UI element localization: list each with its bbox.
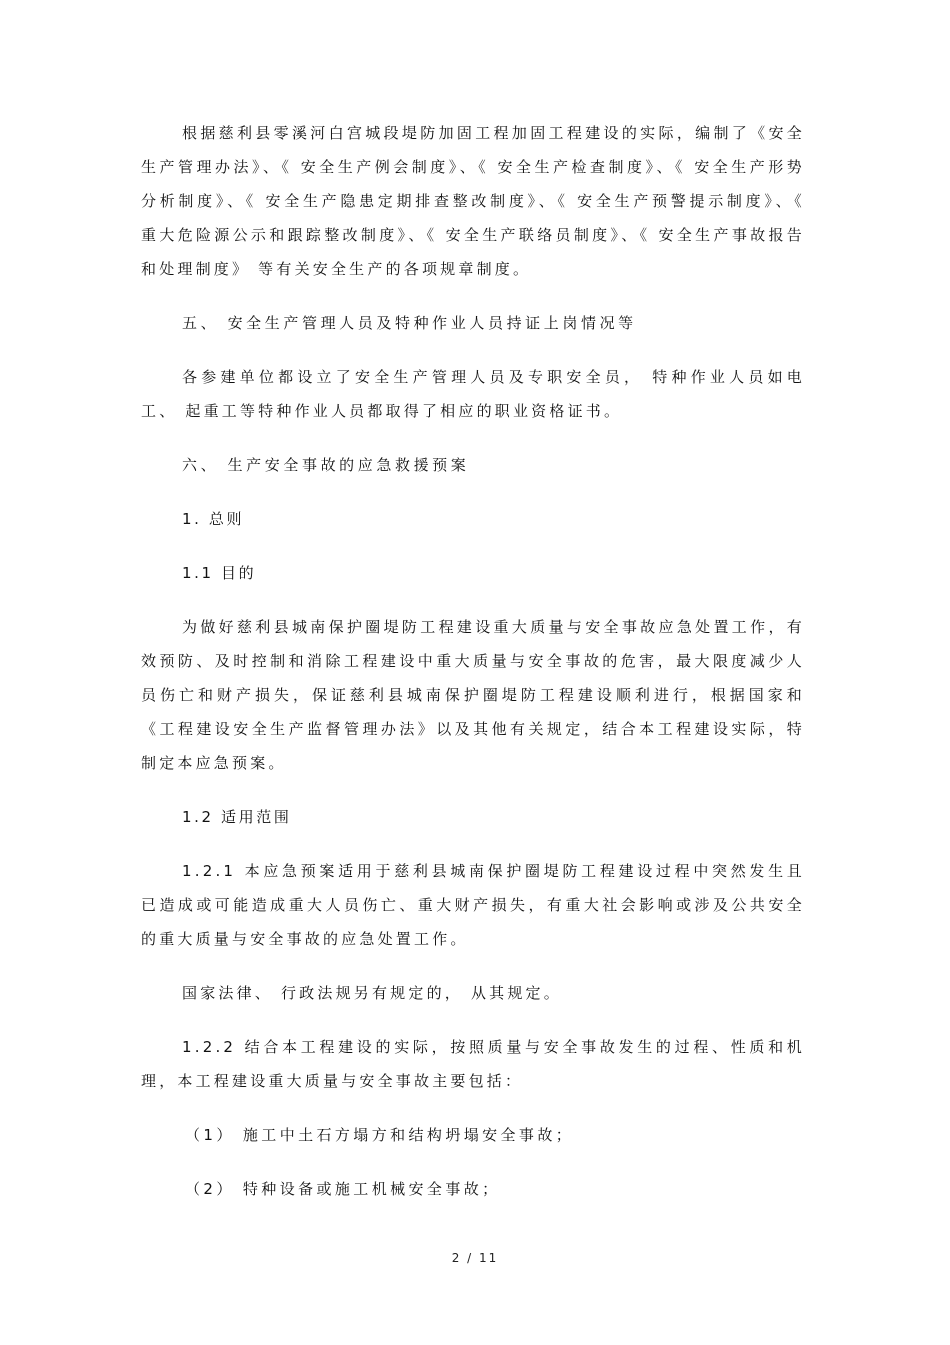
heading-general-principles: 1. 总则	[182, 510, 245, 528]
section-heading-5: 五、 安全生产管理人员及特种作业人员持证上岗情况等	[182, 314, 637, 332]
heading-scope: 1.2 适用范围	[182, 808, 292, 826]
paragraph-laws: 国家法律、 行政法规另有规定的， 从其规定。	[182, 984, 562, 1002]
paragraph-scope-1-2-1: 1.2.1 本应急预案适用于慈利县城南保护圈堤防工程建设过程中突然发生且已造成或可能造成重大人员伤亡、重大财产损失，有重大社会影响或涉及公共安全的重大质量与安全事故的应急处置工作。	[141, 862, 805, 948]
list-item-2: （2） 特种设备或施工机械安全事故；	[185, 1180, 501, 1198]
list-item-1: （1） 施工中土石方塌方和结构坍塌安全事故；	[185, 1126, 575, 1144]
section-heading-6: 六、 生产安全事故的应急救援预案	[182, 456, 470, 474]
page-number: 2 / 11	[451, 1251, 499, 1265]
paragraph-personnel: 各参建单位都设立了安全生产管理人员及专职安全员， 特种作业人员如电工、 起重工等特种作业人员都取得了相应的职业资格证书。	[141, 368, 805, 420]
paragraph-scope-1-2-2: 1.2.2 结合本工程建设的实际，按照质量与安全事故发生的过程、性质和机理，本工程建设重大质量与安全事故主要包括：	[141, 1038, 805, 1090]
heading-purpose: 1.1 目的	[182, 564, 257, 582]
paragraph-purpose: 为做好慈利县城南保护圈堤防工程建设重大质量与安全事故应急处置工作，有效预防、及时控制和消除工程建设中重大质量与安全事故的危害，最大限度减少人员伤亡和财产损失，保证慈利县城南保护圈堤防工程建设顺利进行，根据国家和《工程建设安全生产监督管理办法》以及其他有关规定，结合本工程建设实际，特制定本应急预案。	[141, 618, 805, 772]
paragraph-regulations: 根据慈利县零溪河白宫城段堤防加固工程加固工程建设的实际，编制了《安全生产管理办法》、《 安全生产例会制度》、《 安全生产检查制度》、《 安全生产形势分析制度》、《 安全生产隐患定期排查整改制度》、《 安全生产预警提示制度》、《 重大危险源公示和跟踪整改制度》、《 安全生产联络员制度》、《 安全生产事故报告和处理制度》 等有关安全生产的各项规章制度。	[141, 124, 805, 278]
document-body	[141, 116, 805, 1206]
